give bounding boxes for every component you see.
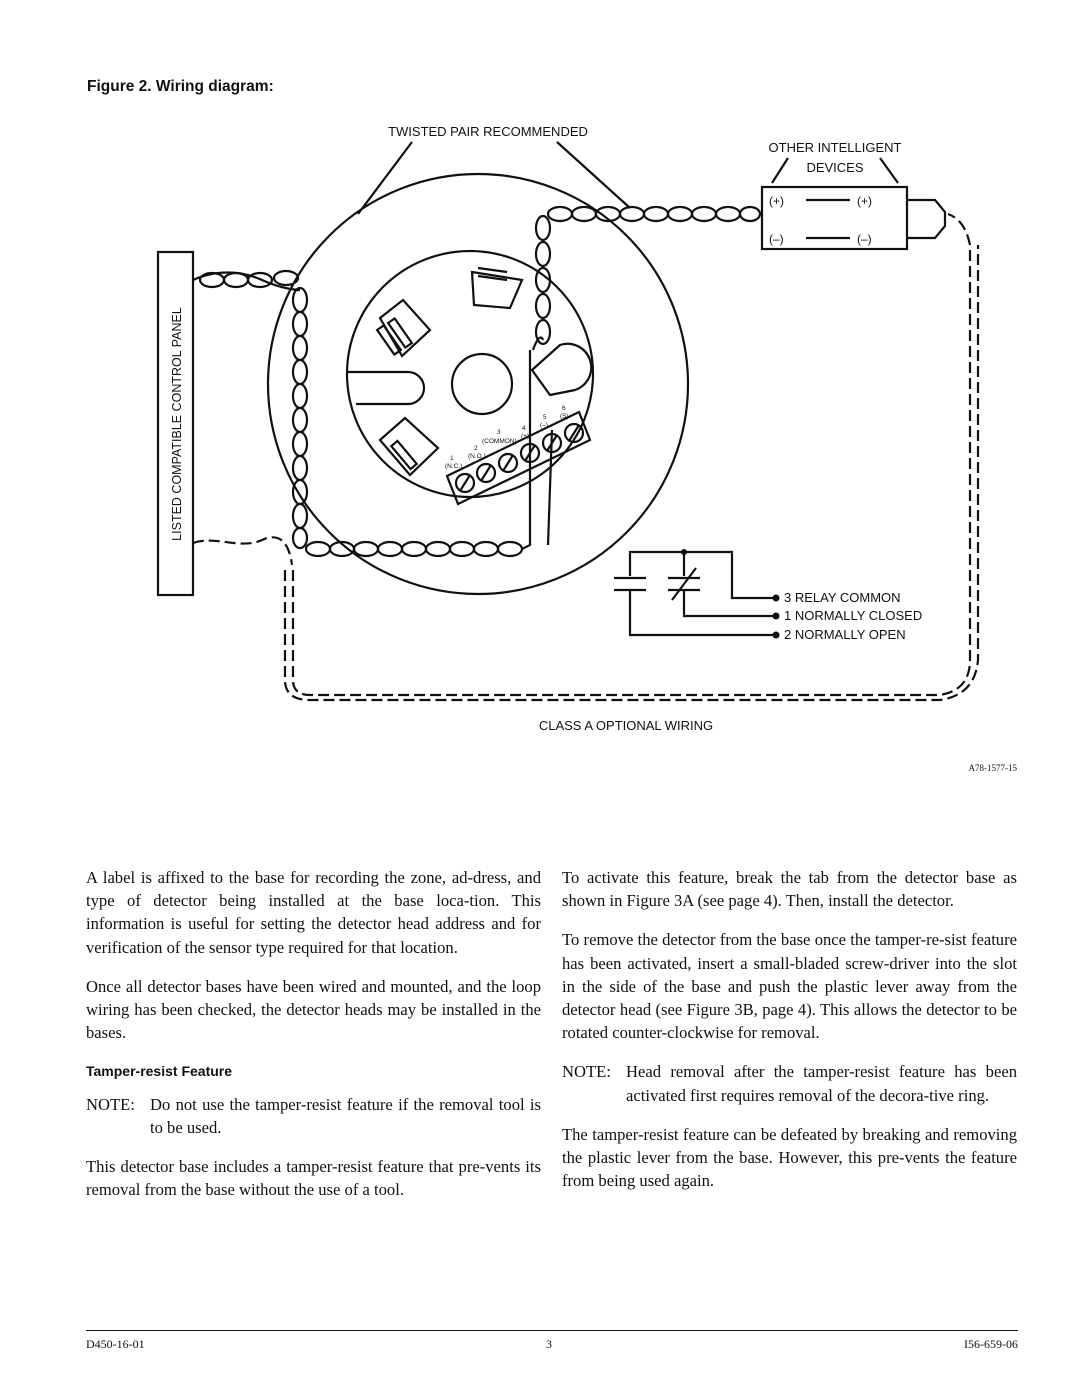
other-devices-label-2: DEVICES xyxy=(806,160,864,175)
terminal-label: 2 xyxy=(474,445,478,452)
terminal-label: (N.C.) xyxy=(445,463,463,470)
paragraph: To remove the detector from the base once the tamper-re-sist feature has been activated, insert a small-bladed screw-driver into the slot in the side of the base and push the plastic lever away from the detector head (see Figure 3B, page 4). This allows the detector to be rotated counter-clockwise for removal. xyxy=(562,930,1017,1043)
plus-label-a: (+) xyxy=(769,194,784,208)
paragraph: Once all detector bases have been wired and mounted, and the loop wiring has been checked, the detector heads may be installed in the bases. xyxy=(86,976,541,1043)
footer-doc-code: I56-659-06 xyxy=(964,1337,1018,1351)
base-outer-ring xyxy=(268,174,688,594)
other-devices-label-1: OTHER INTELLIGENT xyxy=(768,140,902,155)
normally-closed-label: 1 NORMALLY CLOSED xyxy=(784,608,923,623)
terminal-label: 3 xyxy=(497,429,501,436)
drawing-number: A78-1577-15 xyxy=(968,763,1017,773)
class-a-label: CLASS A OPTIONAL WIRING xyxy=(538,718,714,733)
note-text: Head removal after the tamper-resist feature has been activated first requires removal of the decora-tive ring. xyxy=(626,1062,1017,1105)
terminal-label: 5 xyxy=(543,414,547,421)
note-label: NOTE: xyxy=(562,1062,611,1082)
base-center-hole xyxy=(452,354,512,414)
twisted-pair-label: TWISTED PAIR RECOMMENDED xyxy=(388,124,588,139)
paragraph: A label is affixed to the base for recording the zone, ad-dress, and type of detector being installed at the base loca-tion. This information is useful for setting the detector head address and for verification of the sensor type required for that location. xyxy=(86,868,541,957)
figure-title: Figure 2. Wiring diagram: xyxy=(87,78,274,95)
base-inner-ring xyxy=(347,251,593,497)
note-text: Do not use the tamper-resist feature if the removal tool is to be used. xyxy=(150,1094,541,1137)
terminal-label: 6 xyxy=(562,405,566,412)
terminal-label: (+) xyxy=(521,433,530,440)
paragraph: To activate this feature, break the tab from the detector base as shown in Figure 3A (see page 4). Then, install the detector. xyxy=(562,868,1017,911)
terminal-label: 1 xyxy=(450,455,454,462)
paragraph: The tamper-resist feature can be defeated by breaking and removing the plastic lever from the base. However, this pre-vents the feature from being used again. xyxy=(562,1124,1017,1191)
note-label: NOTE: xyxy=(86,1094,135,1114)
terminal-label: (–) xyxy=(540,422,548,429)
footer-doc-number: D450-16-01 xyxy=(86,1337,145,1351)
panel-label: LISTED COMPATIBLE CONTROL PANEL xyxy=(170,307,184,541)
terminal-label: (N.O.) xyxy=(468,453,486,460)
page-number: 3 xyxy=(546,1337,552,1351)
terminal-label: (S) xyxy=(560,413,569,420)
right-column xyxy=(562,866,1017,1208)
note xyxy=(86,1093,541,1139)
normally-open-label: 2 NORMALLY OPEN xyxy=(784,627,906,642)
note xyxy=(562,1060,1017,1106)
section-heading: Tamper-resist Feature xyxy=(86,1063,233,1080)
minus-label-a: (–) xyxy=(769,232,784,246)
footer-rule xyxy=(86,1330,1018,1331)
paragraph: This detector base includes a tamper-resist feature that pre-vents its removal from the base without the use of a tool. xyxy=(86,1157,541,1200)
plus-label-b: (+) xyxy=(857,194,872,208)
terminal-label: 4 xyxy=(522,425,526,432)
minus-label-b: (–) xyxy=(857,232,872,246)
relay-common-label: 3 RELAY COMMON xyxy=(784,590,901,605)
terminal-label: (COMMON) xyxy=(482,438,517,445)
left-column xyxy=(86,866,541,1217)
